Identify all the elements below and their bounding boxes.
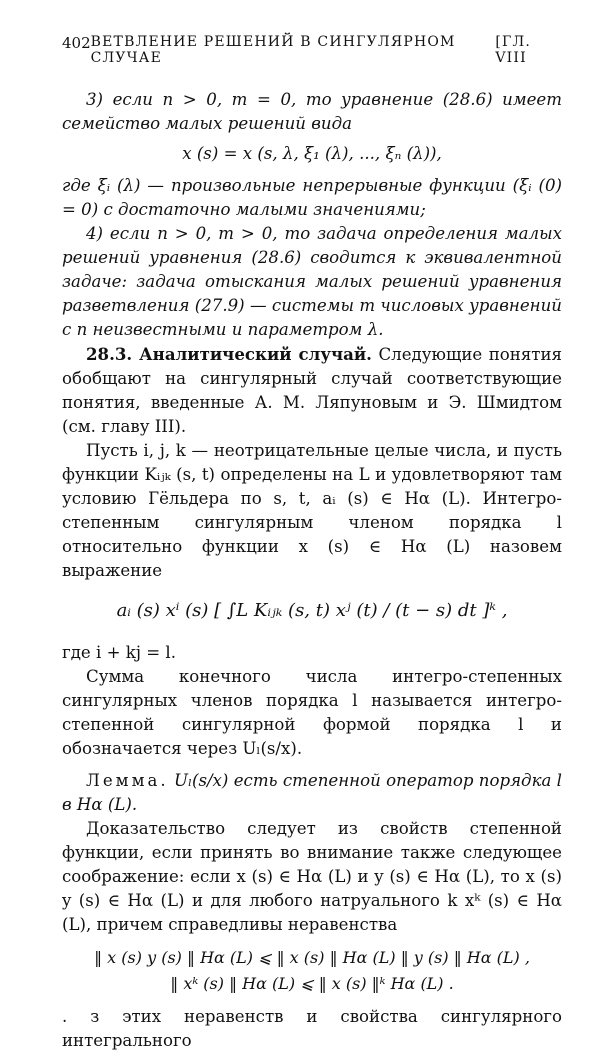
page-number: 402 [62,34,91,52]
chapter-label: [ГЛ. VIII [495,34,531,66]
index-condition: где i + kj = l. [62,643,177,662]
truncated-last-line: . з этих неравенств и свойства сингулярного интегрального [62,1007,562,1050]
inequality-product: ‖ x (s) y (s) ‖ Hα (L) ⩽ ‖ x (s) ‖ Hα (L) ‖ y (s) ‖ Hα (L) , [94,948,530,967]
inequality-power: ‖ xᵏ (s) ‖ Hα (L) ⩽ ‖ x (s) ‖ᵏ Hα (L) . [170,974,454,993]
item3-text: 3) если n > 0, m = 0, то уравнение (28.6) имеет семейство малых решений вида [62,90,562,133]
definition-paragraph: Пусть i, j, k — неотрицательные целые числа, и пусть функции Kᵢⱼₖ (s, t) определены на L и удовлетворяют там условию Гёльдера по s, t, aᵢ (s) ∈ Hα (L). Интегро-степенным сингулярным членом порядка l относительно функции x (s) ∈ Hα (L) назовем выражение [62,441,562,580]
item3-continuation: где ξᵢ (λ) — произвольные непрерывные функции (ξᵢ (0) = 0) с достаточно малыми значениями; [62,176,562,219]
section-heading: 28.3. Аналитический случай. [86,344,372,364]
running-title: ВЕТВЛЕНИЕ РЕШЕНИЙ В СИНГУЛЯРНОМ СЛУЧАЕ [90,34,456,66]
lemma-statement: Uₗ(s/x) есть степенной оператор порядка l в Hα (L). [62,771,562,814]
formula-integro-power-term: aᵢ (s) xⁱ (s) [ ∫L Kᵢⱼₖ (s, t) xʲ (t) / (t − s) dt ]ᵏ , [116,600,508,621]
lemma-label: Лемма. [86,771,169,790]
proof-paragraph: Доказательство следует из свойств степенной функции, если принять во внимание также следующее соображение: если x (s) ∈ Hα (L) и y (s) ∈ Hα (L), то x (s) y (s) ∈ Hα (L) и для любого натруального k xᵏ (s) ∈ Hα (L), причем справедливы неравенства [62,819,562,934]
form-definition-paragraph: Сумма конечного числа интегро-степенных сингулярных членов порядка l называется интегро-степенной сингулярной формой порядка l и обозначается через Uₗ(s/x). [62,667,562,758]
item4-text: 4) если n > 0, m > 0, то задача определения малых решений уравнения (28.6) сводится к эквивалентной задаче: задача отыскания малых решений уравнения разветвления (27.9) — системы m числовых уравнений с n неизвестными и параметром λ. [62,224,562,339]
formula-family-of-solutions: x (s) = x (s, λ, ξ₁ (λ), ..., ξₙ (λ)), [182,144,442,163]
section-intro: Следующие понятия обобщают на сингулярный случай соответствующие понятия, введенные А. М. Ляпуновым и Э. Шмидтом (см. главу III). [62,345,563,436]
lemma [62,769,562,817]
running-header [62,34,562,66]
section-28-3 [62,342,562,439]
